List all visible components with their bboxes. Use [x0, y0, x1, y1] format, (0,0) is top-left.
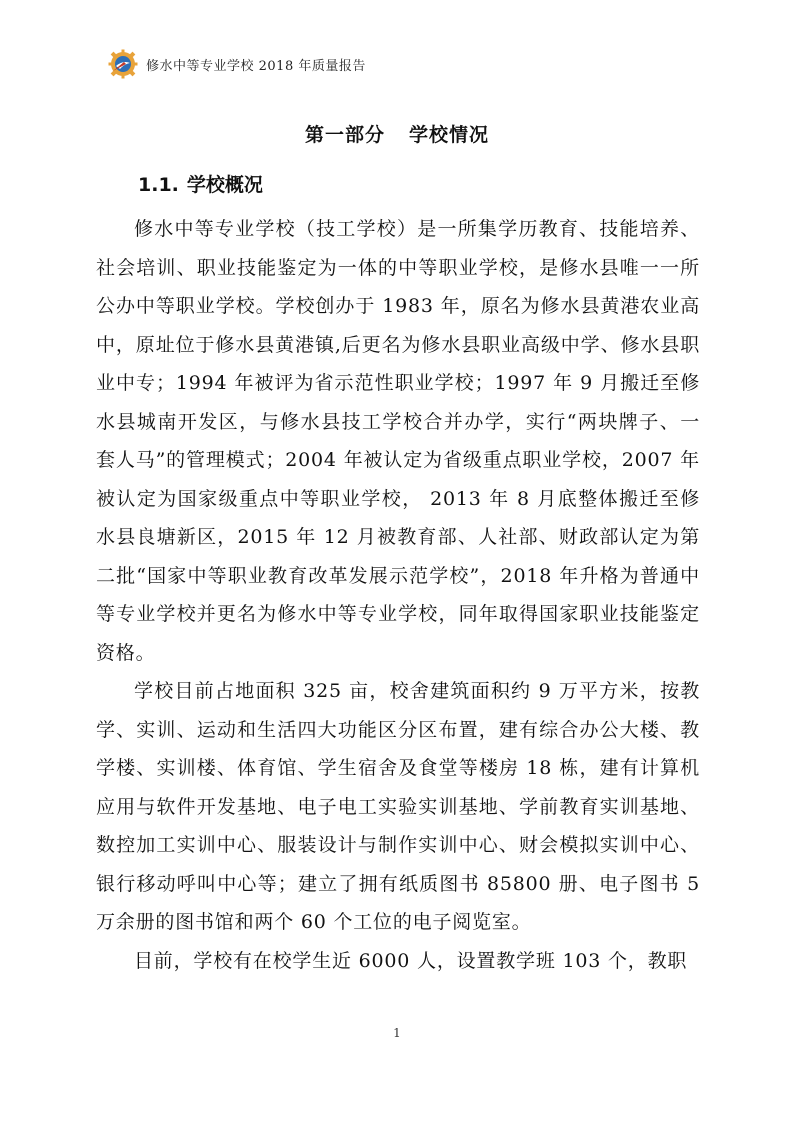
body-content: [96, 210, 700, 980]
paragraph: 目前，学校有在校学生近 6000 人，设置教学班 103 个，教职: [134, 949, 688, 972]
section-heading: [138, 170, 263, 197]
header-title: 修水中等专业学校 2018 年质量报告: [146, 58, 366, 74]
section-number: 1.1.: [138, 174, 179, 196]
part-label: 第一部分: [304, 124, 385, 146]
paragraph: 修水中等专业学校（技工学校）是一所集学历教育、技能培养、社会培训、职业技能鉴定为一体的中等职业学校，是修水县唯一一所公办中等职业学校。学校创办于 1983 年，原名为修水县黄港农业高中，原址位于修水县黄港镇,后更名为修水县职业高级中学、修水县职业中专；1994 年被评为省示范性职业学校；1997 年 9 月搬迁至修水县城南开发区，与修水县技工学校合并办学，实行“两块牌子、一套人马”的管理模式；2004 年被认定为省级重点职业学校，2007 年被认定为国家级重点中等职业学校， 2013 年 8 月底整体搬迁至修水县良塘新区，2015 年 12 月被教育部、人社部、财政部认定为第二批“国家中等职业教育改革发展示范学校”，2018 年升格为普通中等专业学校并更名为修水中等专业学校，同年取得国家职业技能鉴定资格。: [96, 218, 700, 664]
part-title: [0, 120, 794, 147]
school-emblem-icon: [108, 49, 138, 79]
page-header: [108, 50, 366, 78]
part-name: 学校情况: [409, 124, 490, 146]
page-number: 1: [393, 1026, 401, 1040]
paragraph: 学校目前占地面积 325 亩，校舍建筑面积约 9 万平方米，按教学、实训、运动和生活四大功能区分区布置，建有综合办公大楼、教学楼、实训楼、体育馆、学生宿舍及食堂等楼房 18 栋，建有计算机应用与软件开发基地、电子电工实验实训基地、学前教育实训基地、数控加工实训中心、服装设计与制作实训中心、财会模拟实训中心、银行移动呼叫中心等；建立了拥有纸质图书 85800 册、电子图书 5 万余册的图书馆和两个 60 个工位的电子阅览室。: [96, 680, 700, 933]
section-title: 学校概况: [186, 174, 263, 196]
